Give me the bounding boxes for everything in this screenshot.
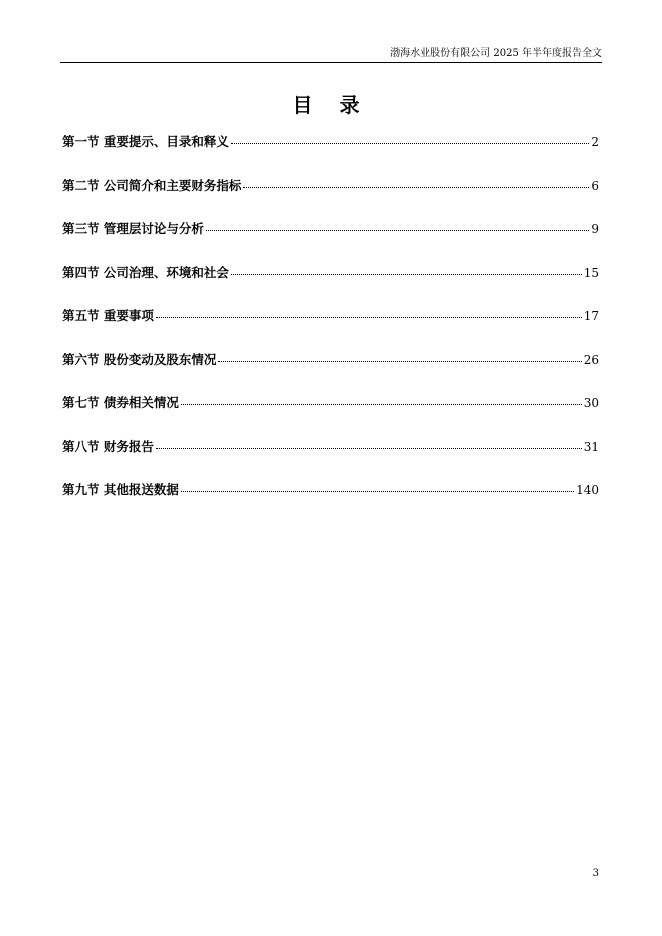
- toc-entry[interactable]: [62, 352, 599, 396]
- toc-entry[interactable]: [62, 482, 599, 526]
- toc-dot-leader: [243, 177, 589, 188]
- toc-entry-label: 第九节 其他报送数据: [62, 482, 179, 497]
- header-divider: [60, 62, 602, 63]
- toc-entry-page: 2: [591, 135, 599, 149]
- toc-dot-leader: [231, 264, 582, 275]
- toc-entry-label: 第一节 重要提示、目录和释义: [62, 134, 229, 149]
- toc-entry-page: 9: [591, 222, 599, 236]
- toc-entry[interactable]: [62, 395, 599, 439]
- toc-entry-label: 第五节 重要事项: [62, 308, 154, 323]
- toc-dot-leader: [156, 438, 582, 449]
- toc-entry-label: 第八节 财务报告: [62, 438, 154, 454]
- toc-entry-label: 第三节 管理层讨论与分析: [62, 221, 204, 236]
- toc-entry-page: 30: [583, 396, 599, 410]
- toc-entry-page: 15: [583, 265, 599, 280]
- toc-entry[interactable]: [62, 178, 599, 222]
- toc-title: 目 录: [292, 93, 370, 117]
- toc-dot-leader: [181, 481, 574, 492]
- toc-dot-leader: [231, 133, 590, 144]
- toc-entry-label: 第二节 公司简介和主要财务指标: [62, 177, 242, 193]
- toc-entry-page: 26: [583, 352, 599, 367]
- toc-entry[interactable]: [62, 221, 599, 265]
- page-number: 3: [592, 868, 599, 879]
- toc-dot-leader: [156, 307, 582, 318]
- page-header: 渤海水业股份有限公司 2025 年半年度报告全文: [390, 48, 602, 59]
- toc-entry-label: 第六节 股份变动及股东情况: [62, 351, 217, 367]
- toc-entry-page: 31: [583, 439, 599, 454]
- toc-entry[interactable]: [62, 308, 599, 352]
- toc-entry-label: 第四节 公司治理、环境和社会: [62, 264, 229, 280]
- toc-entry-page: 6: [591, 178, 599, 193]
- toc-entry-page: 140: [576, 483, 599, 497]
- toc-dot-leader: [181, 394, 582, 405]
- toc-list: [62, 134, 599, 526]
- toc-entry-page: 17: [583, 309, 599, 323]
- toc-dot-leader: [218, 351, 581, 362]
- toc-entry[interactable]: [62, 134, 599, 178]
- toc-entry[interactable]: [62, 265, 599, 309]
- toc-entry[interactable]: [62, 439, 599, 483]
- toc-dot-leader: [206, 220, 590, 231]
- toc-entry-label: 第七节 债券相关情况: [62, 395, 179, 410]
